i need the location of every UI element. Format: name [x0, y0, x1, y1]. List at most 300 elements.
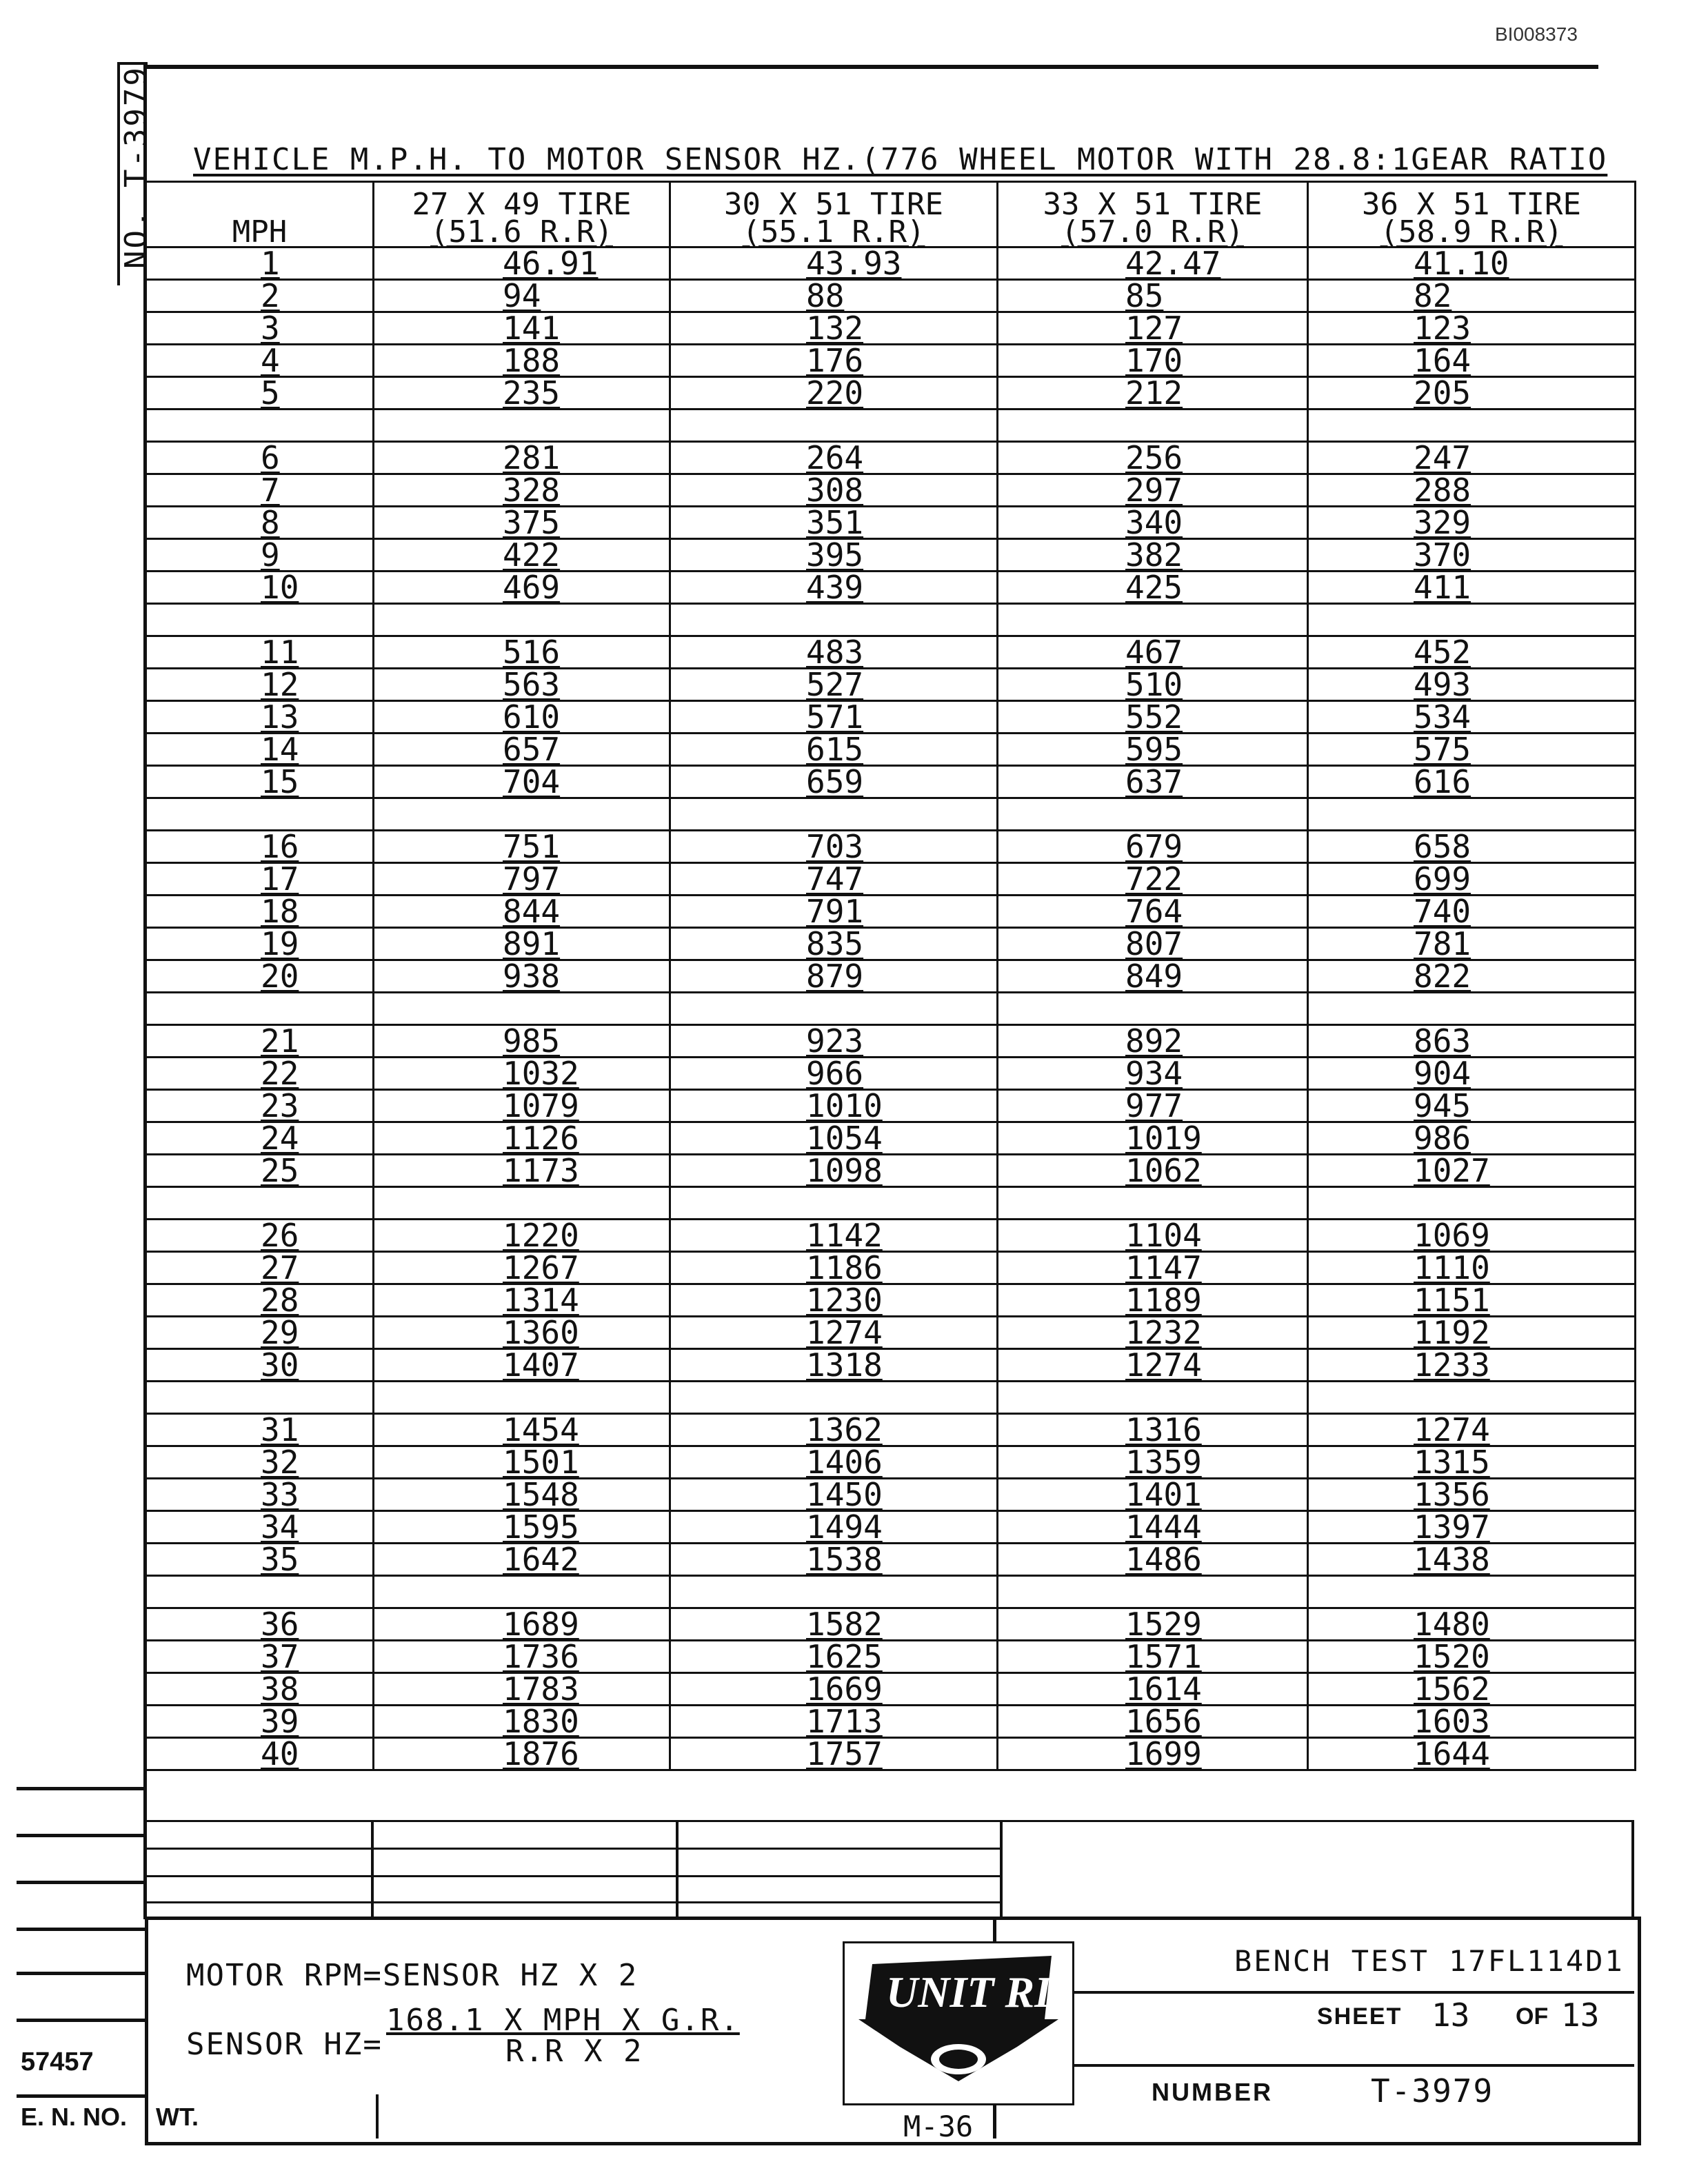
- cell-tire-36x51: [1308, 731, 1636, 768]
- cell-value: 1494: [806, 1508, 883, 1546]
- cell-value: 220: [806, 374, 864, 412]
- cell-tire-33x51: [998, 731, 1308, 768]
- cell-value: 516: [503, 634, 561, 671]
- cell-value: 1548: [503, 1476, 579, 1513]
- cell-tire-30x51: [670, 666, 998, 703]
- table-row: [146, 572, 1636, 604]
- cell-value: 1450: [806, 1476, 883, 1513]
- cell-mph: [146, 1087, 374, 1124]
- cell-value: 27: [261, 1249, 299, 1286]
- table-row: [146, 1608, 1636, 1641]
- table-row: [146, 1220, 1636, 1252]
- cell-value: 1054: [806, 1120, 883, 1157]
- spacer-cell: [146, 798, 374, 831]
- cell-mph: [146, 1638, 374, 1675]
- cell-value: 43.93: [806, 245, 902, 282]
- cell-value: 510: [1125, 666, 1183, 703]
- cell-value: 1359: [1125, 1444, 1202, 1481]
- cell-tire-33x51: [998, 312, 1308, 345]
- cell-tire-30x51: [670, 1346, 998, 1384]
- table-row: [146, 669, 1636, 701]
- cell-tire-36x51: [1308, 1541, 1636, 1578]
- cell-tire-36x51: [1308, 1087, 1636, 1124]
- cell-value: 1274: [1414, 1411, 1490, 1448]
- cell-tire-36x51: [1308, 1476, 1636, 1513]
- title-block-line: [993, 1991, 1634, 1994]
- cell-value: 328: [503, 472, 561, 509]
- cell-value: 42.47: [1125, 245, 1221, 282]
- cell-value: 469: [503, 569, 561, 606]
- cell-tire-33x51: [998, 504, 1308, 541]
- cell-tire-33x51: [998, 636, 1308, 669]
- spacer-cell: [670, 410, 998, 442]
- cell-value: 33: [261, 1476, 299, 1513]
- cell-value: 1713: [806, 1703, 883, 1740]
- cell-tire-27x49: [374, 439, 670, 476]
- cell-tire-36x51: [1308, 504, 1636, 541]
- cell-tire-36x51: [1308, 828, 1636, 865]
- cell-value: 23: [261, 1087, 299, 1124]
- cell-value: 88: [806, 277, 845, 314]
- spacer-cell: [998, 410, 1308, 442]
- cell-value: 659: [806, 763, 864, 800]
- cell-mph: [146, 666, 374, 703]
- cell-tire-27x49: [374, 1055, 670, 1092]
- spacer-cell: [670, 1576, 998, 1608]
- spacer-cell: [670, 604, 998, 636]
- cell-tire-33x51: [998, 1087, 1308, 1124]
- cell-tire-36x51: [1308, 1735, 1636, 1772]
- cell-value: 985: [503, 1022, 561, 1060]
- spacer-cell: [374, 410, 670, 442]
- table-row: [146, 960, 1636, 993]
- cell-value: 10: [261, 569, 299, 606]
- cell-tire-30x51: [670, 312, 998, 345]
- table-header-row: [146, 182, 1636, 247]
- cell-tire-33x51: [998, 1152, 1308, 1189]
- cell-value: 1736: [503, 1638, 579, 1675]
- header-tire-33x51: 33 X 51 TIRE (57.0 R.R): [998, 182, 1308, 247]
- spacer-cell: [1308, 604, 1636, 636]
- table-row: [146, 1025, 1636, 1058]
- spacer-cell: [998, 1576, 1308, 1608]
- cell-tire-33x51: [998, 925, 1308, 962]
- cell-value: 615: [806, 731, 864, 768]
- table-row: [146, 734, 1636, 766]
- cell-tire-30x51: [670, 536, 998, 574]
- cell-tire-36x51: [1308, 1152, 1636, 1189]
- cell-value: 21: [261, 1022, 299, 1060]
- cell-value: 835: [806, 925, 864, 962]
- cell-value: 1010: [806, 1087, 883, 1124]
- spacer-cell: [1308, 1576, 1636, 1608]
- table-row: [146, 701, 1636, 734]
- cell-value: 863: [1414, 1022, 1471, 1060]
- cell-value: 1362: [806, 1411, 883, 1448]
- cell-tire-33x51: [998, 1022, 1308, 1060]
- spacer-cell: [998, 1187, 1308, 1220]
- spacer-cell: [998, 604, 1308, 636]
- cell-tire-27x49: [374, 925, 670, 962]
- cell-value: 1079: [503, 1087, 579, 1124]
- cell-value: 24: [261, 1120, 299, 1157]
- table-title: VEHICLE M.P.H. TO MOTOR SENSOR HZ.(776 WHEEL MOTOR WITH 28.8:1GEAR RATIO: [193, 142, 1608, 177]
- cell-value: 1397: [1414, 1508, 1490, 1546]
- logo-text: UNIT RIG: [886, 1968, 1072, 2016]
- cell-tire-30x51: [670, 1152, 998, 1189]
- cell-value: 1876: [503, 1735, 579, 1772]
- cell-tire-27x49: [374, 1735, 670, 1772]
- cell-tire-33x51: [998, 698, 1308, 736]
- cell-tire-33x51: [998, 1249, 1308, 1286]
- cell-value: 30: [261, 1346, 299, 1384]
- table-row: [146, 280, 1636, 312]
- cell-value: 39: [261, 1703, 299, 1740]
- table-row: [146, 1349, 1636, 1382]
- cell-mph: [146, 1446, 374, 1479]
- cell-tire-36x51: [1308, 1314, 1636, 1351]
- cell-value: 29: [261, 1314, 299, 1351]
- cell-value: 4: [261, 342, 280, 379]
- cell-tire-36x51: [1308, 439, 1636, 476]
- cell-mph: [146, 1541, 374, 1578]
- cell-tire-30x51: [670, 1446, 998, 1479]
- cell-tire-30x51: [670, 860, 998, 898]
- en-number-label: E. N. NO.: [21, 2103, 128, 2131]
- cell-value: 176: [806, 342, 864, 379]
- spacer-cell: [374, 1382, 670, 1414]
- cell-value: 36: [261, 1606, 299, 1643]
- cell-value: 7: [261, 472, 280, 509]
- cell-tire-33x51: [998, 960, 1308, 993]
- cell-tire-27x49: [374, 1638, 670, 1675]
- cell-tire-30x51: [670, 1249, 998, 1286]
- cell-value: 8: [261, 504, 280, 541]
- cell-value: 395: [806, 536, 864, 574]
- cell-value: 658: [1414, 828, 1471, 865]
- cell-value: 1316: [1125, 1411, 1202, 1448]
- blank-grid-line: [145, 1848, 1000, 1850]
- cell-value: 1274: [806, 1314, 883, 1351]
- cell-value: 1406: [806, 1444, 883, 1481]
- cell-value: 19: [261, 925, 299, 962]
- cell-value: 844: [503, 893, 561, 930]
- table-row: [146, 896, 1636, 928]
- cell-tire-27x49: [374, 731, 670, 768]
- cell-value: 382: [1125, 536, 1183, 574]
- cell-value: 212: [1125, 374, 1183, 412]
- cell-value: 14: [261, 731, 299, 768]
- cell-mph: [146, 1735, 374, 1772]
- cell-tire-36x51: [1308, 1508, 1636, 1546]
- cell-tire-30x51: [670, 342, 998, 379]
- cell-value: 1027: [1414, 1152, 1490, 1189]
- cell-value: 1669: [806, 1670, 883, 1708]
- cell-value: 595: [1125, 731, 1183, 768]
- cell-tire-30x51: [670, 1122, 998, 1155]
- cell-tire-33x51: [998, 569, 1308, 606]
- cell-value: 904: [1414, 1055, 1471, 1092]
- cell-mph: [146, 1217, 374, 1254]
- header-tire-36x51: 36 X 51 TIRE (58.9 R.R): [1308, 182, 1636, 247]
- cell-value: 1126: [503, 1120, 579, 1157]
- cell-value: 1233: [1414, 1346, 1490, 1384]
- cell-tire-36x51: [1308, 1608, 1636, 1641]
- sensor-hz-denominator: R.R X 2: [505, 2034, 643, 2069]
- sheet-label: SHEET: [1317, 2003, 1403, 2030]
- table-row: [146, 831, 1636, 863]
- spacer-cell: [1308, 1382, 1636, 1414]
- cell-value: 38: [261, 1670, 299, 1708]
- cell-value: 934: [1125, 1055, 1183, 1092]
- cell-tire-27x49: [374, 1670, 670, 1708]
- cell-tire-30x51: [670, 1703, 998, 1740]
- cell-tire-33x51: [998, 277, 1308, 314]
- sensor-hz-numerator: 168.1 X MPH X G.R.: [386, 2003, 740, 2038]
- cell-tire-33x51: [998, 1541, 1308, 1578]
- cell-tire-27x49: [374, 828, 670, 865]
- cell-tire-36x51: [1308, 312, 1636, 345]
- cell-tire-27x49: [374, 247, 670, 280]
- table-row: [146, 1673, 1636, 1706]
- cell-tire-27x49: [374, 374, 670, 412]
- cell-value: 797: [503, 860, 561, 898]
- cell-value: 123: [1414, 310, 1471, 347]
- spacer-cell: [670, 993, 998, 1025]
- cell-value: 637: [1125, 763, 1183, 800]
- cell-value: 170: [1125, 342, 1183, 379]
- cell-value: 452: [1414, 634, 1471, 671]
- spacer-row: [146, 1576, 1636, 1608]
- cell-value: 552: [1125, 698, 1183, 736]
- cell-value: 1274: [1125, 1346, 1202, 1384]
- spacer-cell: [670, 798, 998, 831]
- cell-tire-30x51: [670, 698, 998, 736]
- cell-value: 923: [806, 1022, 864, 1060]
- cell-mph: [146, 474, 374, 507]
- cell-mph: [146, 925, 374, 962]
- cell-value: 205: [1414, 374, 1471, 412]
- cell-value: 164: [1414, 342, 1471, 379]
- cell-value: 1104: [1125, 1217, 1202, 1254]
- cell-value: 340: [1125, 504, 1183, 541]
- motor-rpm-formula: MOTOR RPM=SENSOR HZ X 2: [186, 1958, 639, 1993]
- cell-tire-36x51: [1308, 1284, 1636, 1317]
- of-label: OF: [1516, 2003, 1549, 2030]
- cell-tire-36x51: [1308, 1217, 1636, 1254]
- cell-value: 1151: [1414, 1282, 1490, 1319]
- spacer-cell: [670, 1187, 998, 1220]
- spacer-row: [146, 604, 1636, 636]
- cell-value: 483: [806, 634, 864, 671]
- number-label: NUMBER: [1152, 2078, 1273, 2106]
- cell-tire-30x51: [670, 374, 998, 412]
- cell-value: 1571: [1125, 1638, 1202, 1675]
- cell-value: 575: [1414, 731, 1471, 768]
- cell-value: 891: [503, 925, 561, 962]
- table-row: [146, 1544, 1636, 1576]
- cell-tire-27x49: [374, 1476, 670, 1513]
- table-row: [146, 507, 1636, 539]
- cell-tire-30x51: [670, 1314, 998, 1351]
- cell-mph: [146, 636, 374, 669]
- weight-label: WT.: [156, 2103, 199, 2131]
- cell-mph: [146, 1314, 374, 1351]
- cell-tire-30x51: [670, 277, 998, 314]
- cell-tire-27x49: [374, 1314, 670, 1351]
- cell-mph: [146, 860, 374, 898]
- cell-mph: [146, 504, 374, 541]
- cell-tire-27x49: [374, 698, 670, 736]
- cell-tire-33x51: [998, 1411, 1308, 1448]
- cell-tire-36x51: [1308, 569, 1636, 606]
- cell-value: 20: [261, 958, 299, 995]
- cell-tire-36x51: [1308, 374, 1636, 412]
- cell-mph: [146, 1022, 374, 1060]
- cell-value: 1069: [1414, 1217, 1490, 1254]
- company-logo: [843, 1941, 1074, 2105]
- cell-tire-30x51: [670, 763, 998, 800]
- cell-value: 264: [806, 439, 864, 476]
- spacer-cell: [1308, 1187, 1636, 1220]
- cell-value: 1486: [1125, 1541, 1202, 1578]
- cell-value: 1438: [1414, 1541, 1490, 1578]
- cell-tire-30x51: [670, 247, 998, 280]
- cell-value: 1230: [806, 1282, 883, 1319]
- cell-mph: [146, 763, 374, 800]
- cell-mph: [146, 1476, 374, 1513]
- cell-value: 351: [806, 504, 864, 541]
- cell-tire-30x51: [670, 1608, 998, 1641]
- cell-tire-33x51: [998, 536, 1308, 574]
- cell-tire-27x49: [374, 636, 670, 669]
- spacer-cell: [374, 1576, 670, 1608]
- cell-mph: [146, 277, 374, 314]
- logo-graphic: [845, 1943, 1072, 2103]
- cell-value: 18: [261, 893, 299, 930]
- cell-value: 32: [261, 1444, 299, 1481]
- cell-value: 256: [1125, 439, 1183, 476]
- cell-tire-30x51: [670, 1217, 998, 1254]
- cell-value: 127: [1125, 310, 1183, 347]
- cell-value: 1142: [806, 1217, 883, 1254]
- cell-mph: [146, 536, 374, 574]
- spacer-cell: [374, 1187, 670, 1220]
- cell-mph: [146, 439, 374, 476]
- cell-tire-30x51: [670, 569, 998, 606]
- cell-value: 297: [1125, 472, 1183, 509]
- cell-tire-33x51: [998, 247, 1308, 280]
- cell-value: 1192: [1414, 1314, 1490, 1351]
- cell-tire-36x51: [1308, 277, 1636, 314]
- cell-value: 3: [261, 310, 280, 347]
- sheet-number: 13: [1431, 1996, 1470, 2034]
- table-row: [146, 1479, 1636, 1511]
- cell-value: 1582: [806, 1606, 883, 1643]
- table-row: [146, 1446, 1636, 1479]
- cell-tire-27x49: [374, 1122, 670, 1155]
- cell-value: 5: [261, 374, 280, 412]
- blank-grid-line: [145, 1901, 1000, 1903]
- cell-value: 1189: [1125, 1282, 1202, 1319]
- table-row: [146, 247, 1636, 280]
- cell-value: 1318: [806, 1346, 883, 1384]
- cell-value: 1454: [503, 1411, 579, 1448]
- cell-value: 1501: [503, 1444, 579, 1481]
- table-row: [146, 1284, 1636, 1317]
- speed-conversion-table: [145, 181, 1636, 1771]
- cell-value: 938: [503, 958, 561, 995]
- cell-value: 94: [503, 277, 541, 314]
- cell-tire-33x51: [998, 1284, 1308, 1317]
- cell-mph: [146, 1055, 374, 1092]
- cell-value: 422: [503, 536, 561, 574]
- cell-tire-27x49: [374, 1022, 670, 1060]
- cell-value: 764: [1125, 893, 1183, 930]
- table-row: [146, 1511, 1636, 1544]
- cell-mph: [146, 1152, 374, 1189]
- cell-value: 329: [1414, 504, 1471, 541]
- cell-mph: [146, 893, 374, 930]
- cell-tire-27x49: [374, 1152, 670, 1189]
- cell-value: 9: [261, 536, 280, 574]
- cell-value: 1656: [1125, 1703, 1202, 1740]
- cell-value: 977: [1125, 1087, 1183, 1124]
- cell-tire-30x51: [670, 1735, 998, 1772]
- spacer-cell: [998, 993, 1308, 1025]
- cell-value: 1699: [1125, 1735, 1202, 1772]
- cell-value: 15: [261, 763, 299, 800]
- cell-tire-30x51: [670, 439, 998, 476]
- margin-rule: [17, 1787, 145, 1790]
- cell-mph: [146, 1284, 374, 1317]
- table-row: [146, 766, 1636, 798]
- cell-tire-27x49: [374, 1446, 670, 1479]
- cell-value: 25: [261, 1152, 299, 1189]
- table-row: [146, 1122, 1636, 1155]
- en-code: 57457: [21, 2048, 94, 2076]
- cell-tire-33x51: [998, 1055, 1308, 1092]
- cell-value: 439: [806, 569, 864, 606]
- cell-value: 563: [503, 666, 561, 703]
- cell-tire-33x51: [998, 439, 1308, 476]
- cell-value: 1783: [503, 1670, 579, 1708]
- cell-mph: [146, 960, 374, 993]
- cell-tire-36x51: [1308, 1411, 1636, 1448]
- blank-grid-divider: [676, 1820, 679, 1917]
- cell-value: 704: [503, 763, 561, 800]
- cell-value: 1642: [503, 1541, 579, 1578]
- cell-mph: [146, 1346, 374, 1384]
- cell-tire-30x51: [670, 893, 998, 930]
- cell-tire-36x51: [1308, 1703, 1636, 1740]
- cell-value: 679: [1125, 828, 1183, 865]
- cell-value: 375: [503, 504, 561, 541]
- cell-value: 1220: [503, 1217, 579, 1254]
- cell-value: 1401: [1125, 1476, 1202, 1513]
- cell-tire-27x49: [374, 1346, 670, 1384]
- table-row: [146, 928, 1636, 960]
- document-number: T-3979: [1371, 2072, 1494, 2110]
- table-row: [146, 1641, 1636, 1673]
- cell-tire-27x49: [374, 342, 670, 379]
- spacer-cell: [374, 993, 670, 1025]
- cell-tire-36x51: [1308, 1249, 1636, 1286]
- cell-tire-30x51: [670, 1022, 998, 1060]
- cell-mph: [146, 247, 374, 280]
- cell-value: 892: [1125, 1022, 1183, 1060]
- cell-mph: [146, 374, 374, 412]
